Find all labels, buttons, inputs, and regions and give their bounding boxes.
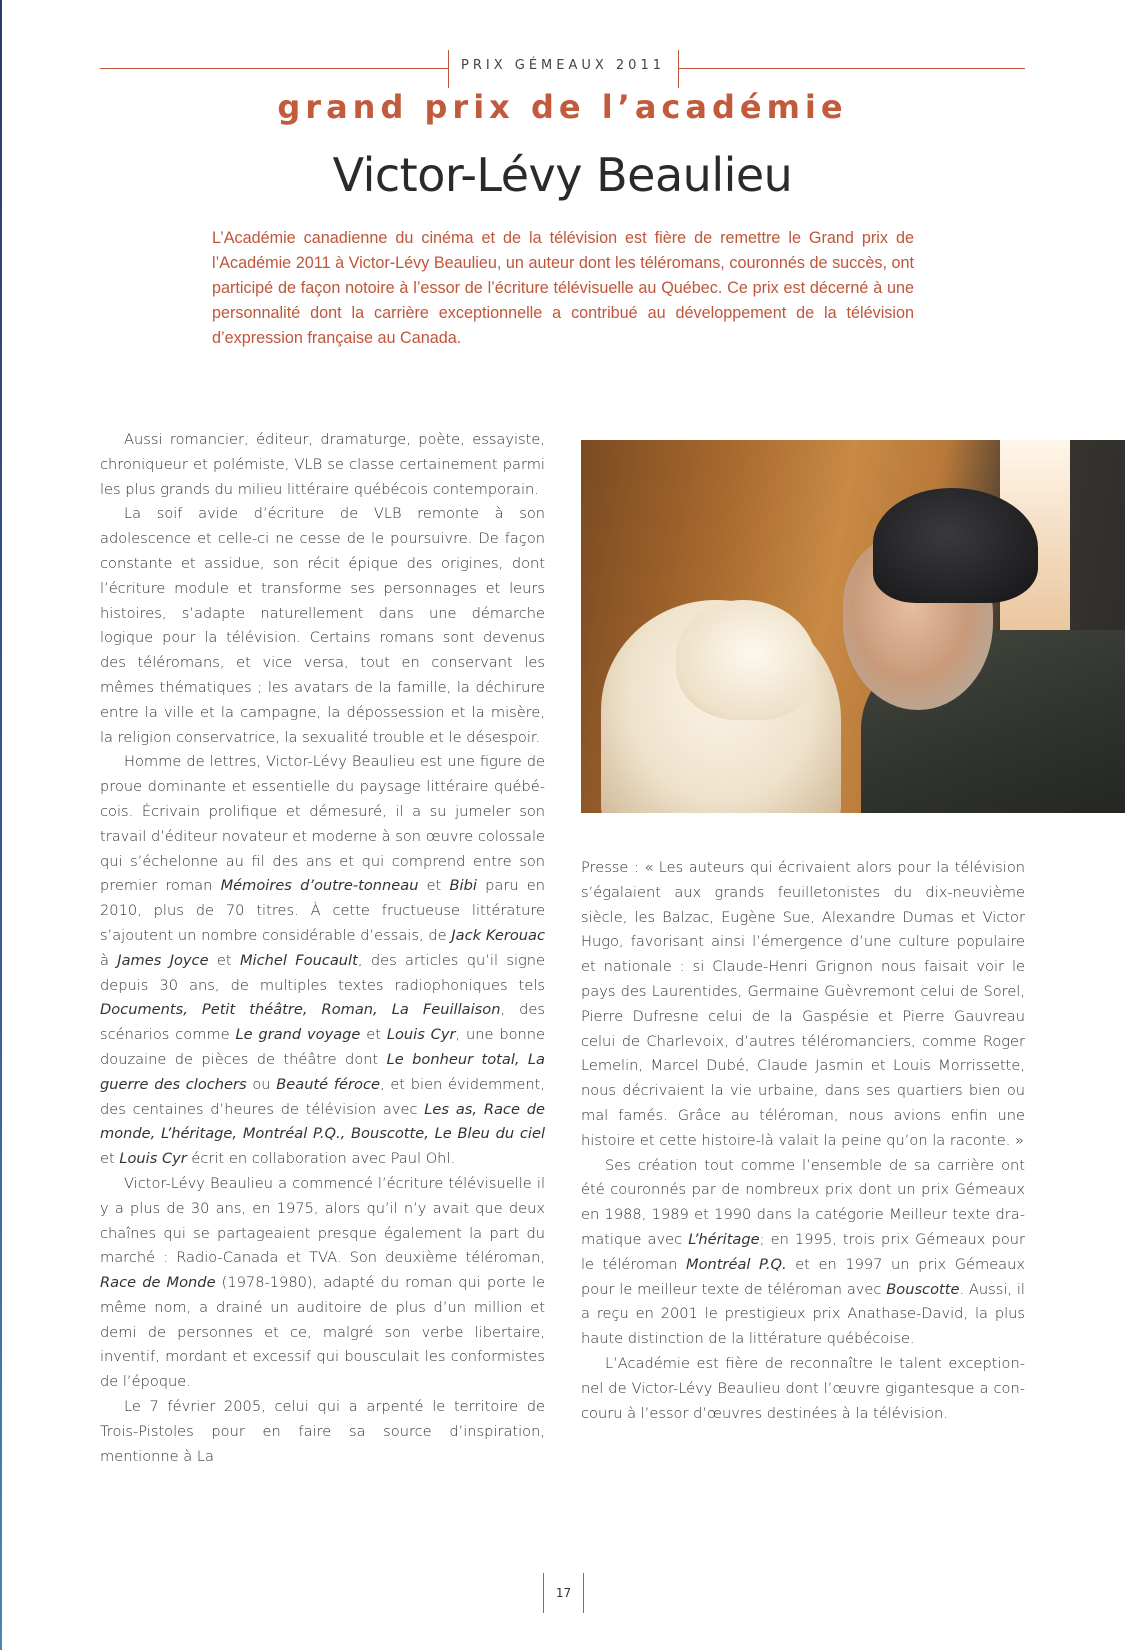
text-run: Le 7 février 2005, celui qui a arpenté le territoire de Trois-Pistoles pour en faire sa source d’inspiration, mentionne à La: [100, 1398, 545, 1465]
text-run: ; en 1995, trois prix Gémeaux pour le téléroman: [581, 1230, 1025, 1273]
text-run: Presse : « Les auteurs qui écrivaient alors pour la télévision s’égalaient aux grands feuilletonistes du dix-neuvième siècle, les Balzac, Eugène Sue, Alexandre Dumas et Victor Hugo, favorisant ainsi l’émergence d’une culture populaire et nationale : si Claude-Henri Grignon nous faisait voir le pays des Laurentides, Germaine Guèvremont celui de Sorel, Pierre Dufresne celui de la Gaspésie et Pierre Gauvreau celui de Charlevoix, d’autres téléromanciers, comme Roger Lemelin, Marcel Dubé, Claude Jasmin et Louis Morrissette, nous décrivaient la vie urbaine, dans ses quartiers bien ou mal famés. Grâce au téléroman, nous avions enfin une histoire et cette histoire-là valait la peine qu’on la raconte. »: [581, 859, 1025, 1149]
text-run: ou: [246, 1075, 277, 1093]
text-run: , une bonne douzaine de pièces de théâtre dont: [100, 1026, 545, 1068]
title-reference: Michel Foucault: [239, 951, 358, 969]
body-paragraph: [100, 428, 545, 502]
header-tick-right: [678, 50, 679, 88]
body-column-right: [581, 856, 1025, 1426]
title-reference: Louis Cyr: [119, 1150, 187, 1168]
text-run: Aussi romancier, éditeur, dramaturge, poète, essayiste, chroniqueur et polémiste, VLB se classe certainement parmi les plus grands du milieu littéraire québécois contemporain.: [100, 431, 545, 498]
portrait-photo: [581, 440, 1125, 813]
title-reference: Jack Kerouac: [451, 926, 545, 944]
body-paragraph: [100, 502, 545, 750]
body-paragraph: [100, 1172, 545, 1395]
text-run: et: [100, 1150, 120, 1168]
text-run: Victor-Lévy Beaulieu a commencé l’écriture télévisuelle il y a plus de 30 ans, en 1975, alors qu’il n’y avait que deux chaînes qui se partageaient presque également la part du marché : Radio-Canada et TVA. Son deuxième téléroman,: [100, 1174, 545, 1267]
text-run: , des scénarios comme: [100, 1001, 546, 1044]
page-title: Victor-Lévy Beaulieu: [332, 148, 793, 202]
body-paragraph: [100, 1395, 545, 1469]
page-number: 17: [543, 1573, 584, 1613]
text-run: à: [100, 951, 118, 969]
text-run: Homme de lettres, Victor-Lévy Beaulieu est une figure de proue dominante et essentielle du paysage littéraire québécois. Écrivain prolifique et démesuré, il a su jumeler son travail d’éditeur novateur et moderne à son œuvre colossale qui s’échelonne au fil des ans et qui comprend entre son premier roman: [100, 753, 545, 895]
header-kicker: PRIX GÉMEAUX 2011: [461, 58, 665, 73]
body-paragraph: [581, 856, 1025, 1154]
text-run: . Aussi, il a reçu en 2001 le prestigieux prix Anathase-David, la plus haute distinction de la littérature québécoise.: [581, 1280, 1025, 1348]
title-reference: Le grand voyage: [235, 1026, 361, 1044]
title-reference: L’héritage: [688, 1230, 760, 1248]
text-run: L’Académie est fière de reconnaître le talent exceptionnel de Victor-Lévy Beaulieu dont l’œuvre gigantesque a concouru à l’essor d’œuvres destinées à la télévision.: [581, 1354, 1025, 1422]
title-reference: Mémoires d’outre-tonneau: [220, 877, 419, 895]
body-paragraph: [100, 750, 545, 1172]
title-reference: Bibi: [449, 877, 477, 895]
title-reference: Montréal P.Q.: [685, 1255, 787, 1273]
title-reference: Bouscotte: [886, 1280, 960, 1298]
text-run: Ses création tout comme l’ensemble de sa carrière ont été couronnés par de nombreux prix dont un prix Gémeaux en 1988, 1989 et 1990 dans la catégorie Meilleur texte dramatique avec: [581, 1156, 1025, 1248]
text-run: et: [360, 1026, 387, 1044]
title-reference: Race de Monde: [100, 1274, 216, 1292]
title-reference: Documents, Petit théâtre, Roman, La Feuillaison: [100, 1001, 501, 1019]
photo-beret: [873, 488, 1038, 603]
text-run: La soif avide d’écriture de VLB remonte à son adolescence et celle-ci ne cesse de le poursuivre. De façon constante et assidue, son récit épique des origines, dont l’écriture module et transforme ses personnages et leurs histoires, s’adapte naturellement dans une démarche logique pour la télévision. Certains romans sont devenus des téléromans, et vice versa, tout en conservant les mêmes thématiques ; les avatars de la famille, la déchirure entre la ville et la campagne, la dépossession et la misère, la religion conservatrice, la sexualité trouble et le désespoir.: [100, 505, 545, 746]
text-run: paru en 2010, plus de 70 titres. À cette fructueuse littérature s’ajoutent un nombre considérable d’essais, de: [100, 877, 545, 944]
page-edge-border: [0, 0, 2, 1650]
title-reference: Le bonheur total, La guerre des clochers: [100, 1050, 545, 1093]
body-paragraph: [581, 1154, 1025, 1352]
text-run: (1978-1980), adapté du roman qui porte le même nom, a drainé un auditoire de plus d’un million et demi de personnes et ce, malgré son verbe libertaire, inventif, mordant et excessif qui bousculait les conformistes de l’époque.: [100, 1274, 546, 1391]
photo-dog-head: [676, 600, 816, 720]
title-reference: James Joyce: [117, 951, 209, 969]
header-rule-left: [100, 68, 448, 69]
body-paragraph: [581, 1352, 1025, 1426]
section-title: grand prix de l’académie: [277, 88, 848, 126]
title-reference: Louis Cyr: [386, 1026, 456, 1044]
text-run: et: [418, 877, 450, 895]
intro-paragraph: L’Académie canadienne du cinéma et de la télévision est fière de remettre le Grand prix de l’Académie 2011 à Victor-Lévy Beaulieu, un auteur dont les téléromans, couronnés de succès, ont participé de façon notoire à l’essor de l’écriture télévisuelle au Québec. Ce prix est décerné à une personnalité dont la carrière exceptionnelle a contribué au développement de la télévision d’expression française au Canada.: [212, 229, 914, 347]
body-column-left: [100, 428, 545, 1469]
text-run: et en 1997 un prix Gémeaux pour le meilleur texte de téléroman avec: [581, 1255, 1026, 1298]
text-run: , des articles qu’il signe depuis 30 ans, de multiples textes radiophoniques tels: [100, 951, 546, 994]
header-rule-right: [678, 68, 1025, 69]
title-reference: Les as, Race de monde, L’héritage, Montréal P.Q., Bouscotte, Le Bleu du ciel: [100, 1100, 545, 1143]
text-run: , et bien évidemment, des centaines d’heures de télévision avec: [100, 1075, 545, 1118]
text-run: écrit en collaboration avec Paul Ohl.: [186, 1150, 456, 1168]
title-reference: Beauté féroce: [276, 1075, 380, 1093]
text-run: et: [208, 951, 240, 969]
